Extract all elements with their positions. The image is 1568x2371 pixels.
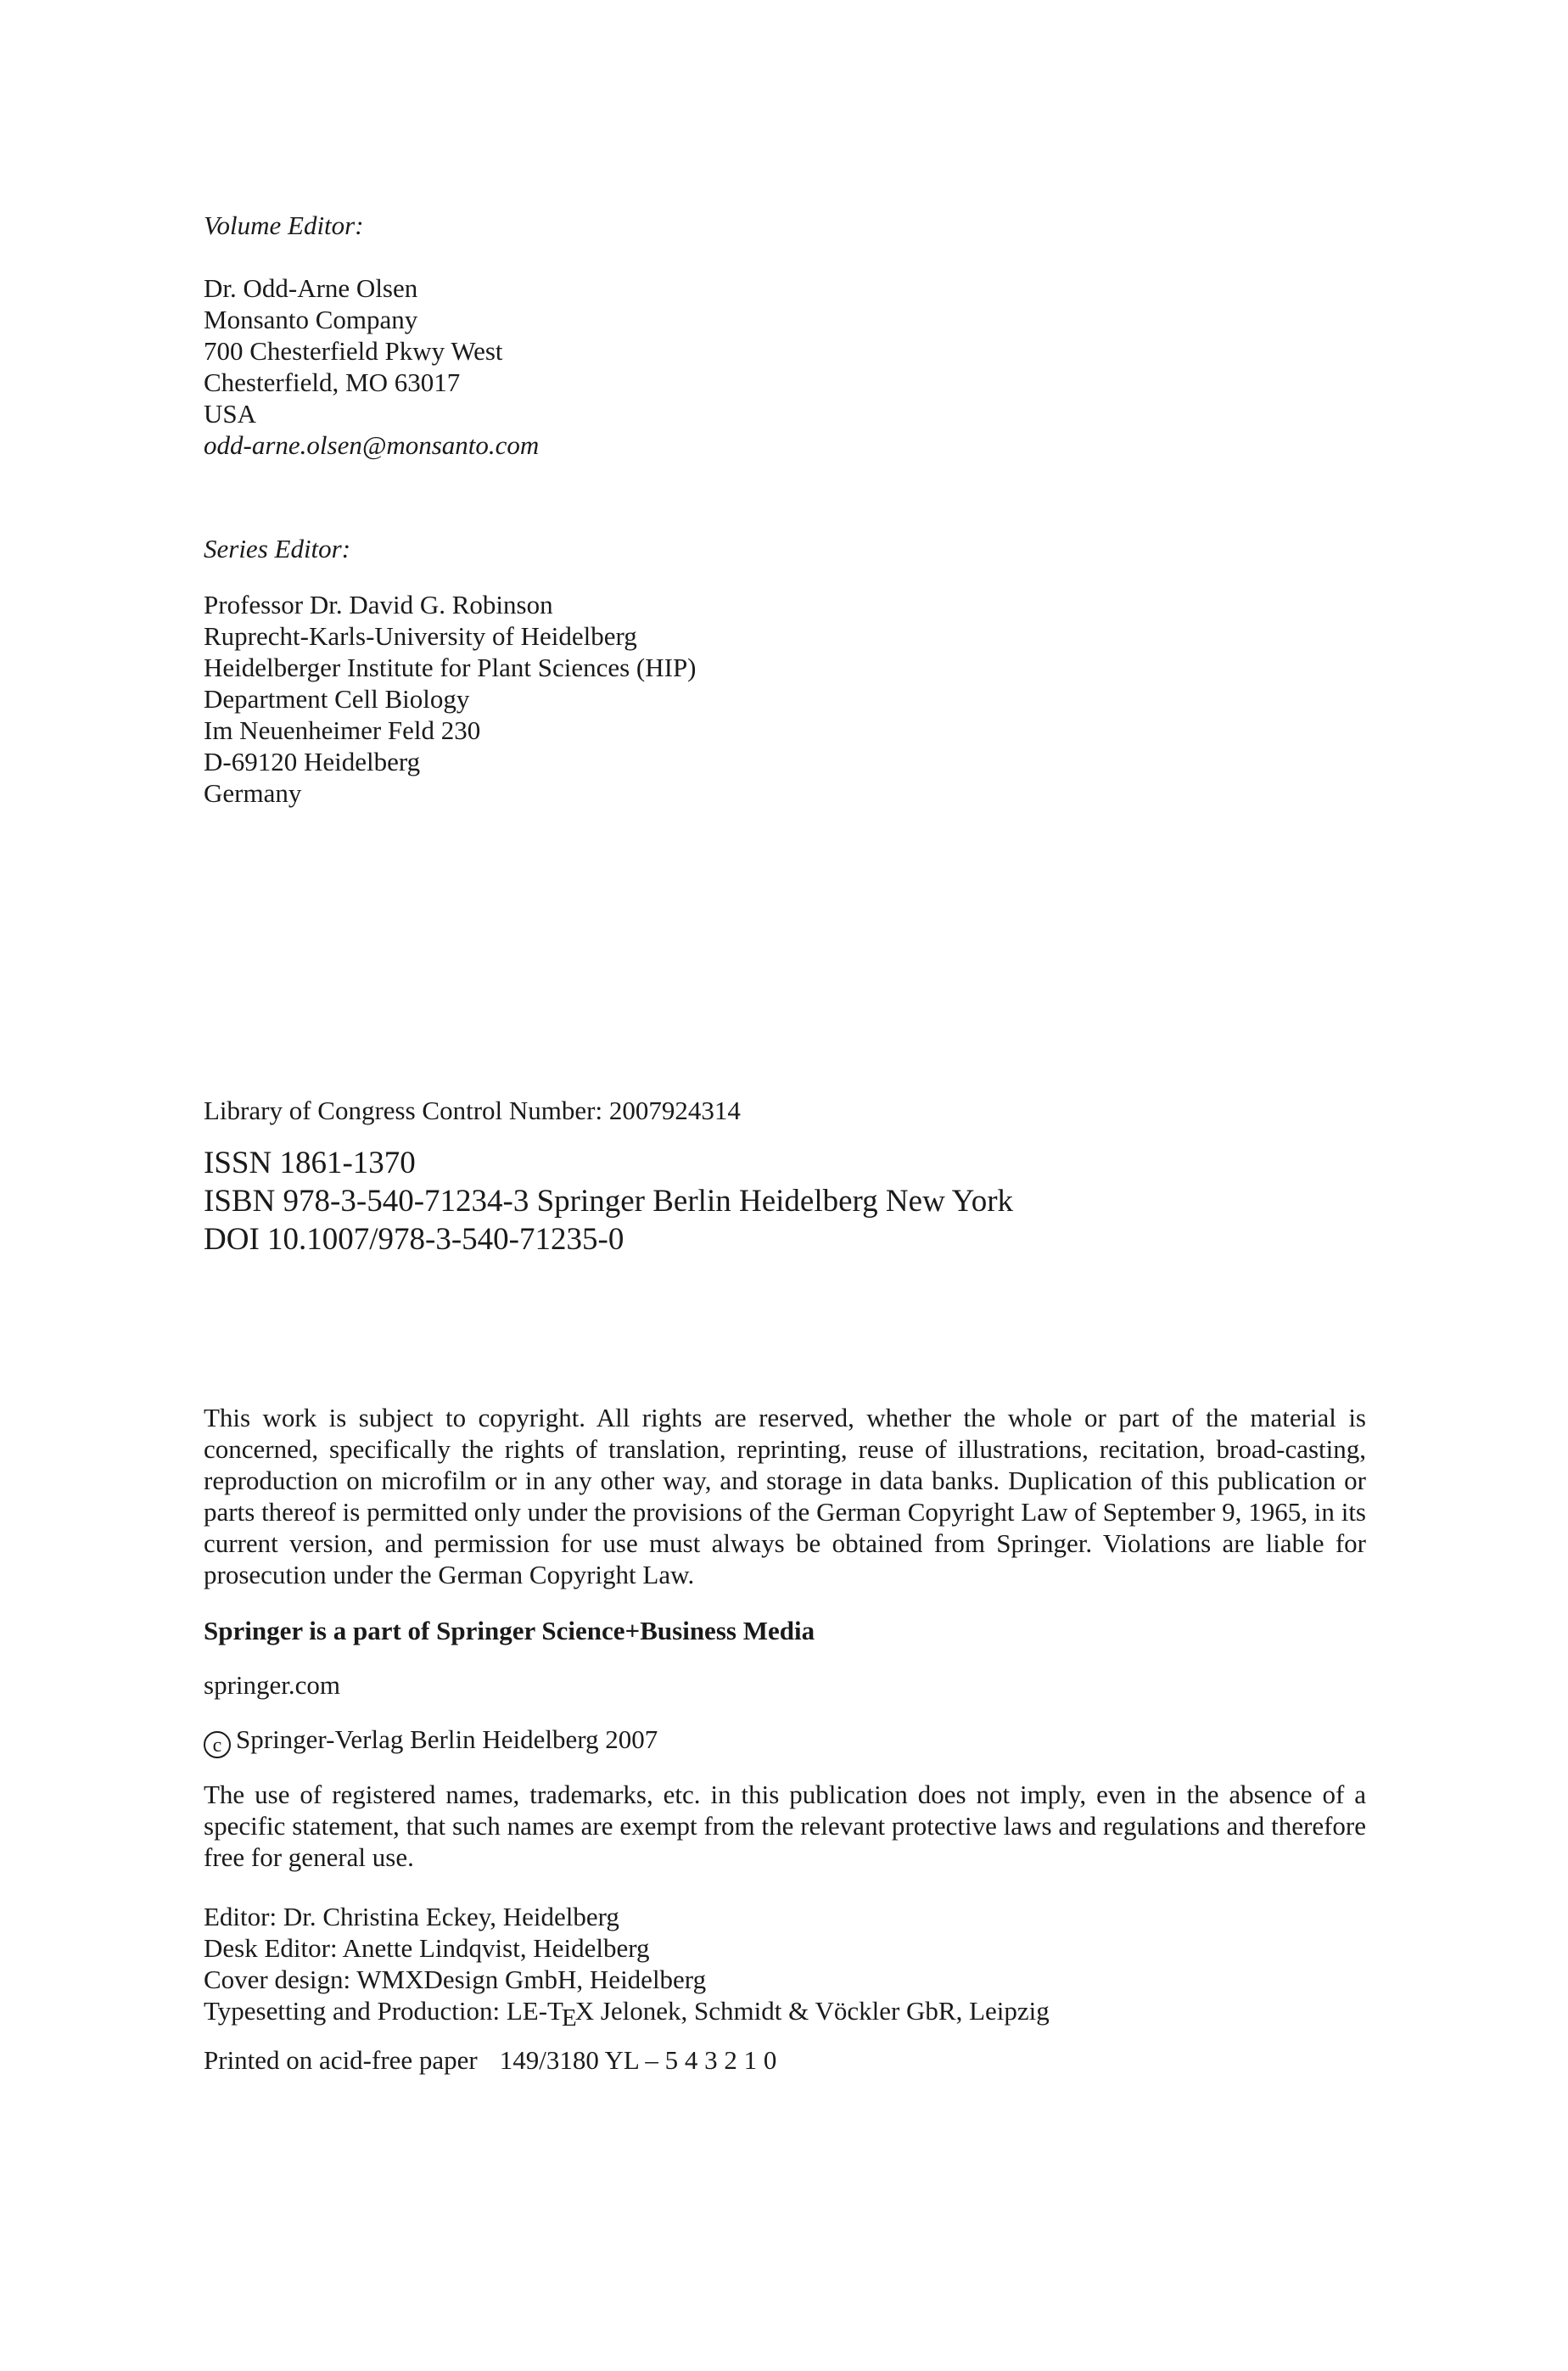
printing-paper: Printed on acid-free paper — [204, 2045, 478, 2075]
volume-editor-country: USA — [204, 399, 257, 429]
credit-typesetting — [204, 1995, 1366, 2032]
typesetting-suffix: Jelonek, Schmidt & Vöckler GbR, Leipzig — [594, 1996, 1050, 2026]
volume-editor-heading: Volume Editor: — [204, 210, 364, 240]
series-editor-city: D-69120 Heidelberg — [204, 747, 421, 776]
website[interactable]: springer.com — [204, 1670, 340, 1700]
copyright-notice-block — [204, 1402, 1366, 1590]
trademark-notice: The use of registered names, trademarks, etc. in this publication does not imply, even in the absence of a specific statement, that such names are exempt from the relevant protective laws and regulations and therefore free for general use. — [204, 1780, 1366, 1872]
lccn: Library of Congress Control Number: 2007924314 — [204, 1096, 741, 1125]
volume-editor-company: Monsanto Company — [204, 305, 418, 334]
springer-part: Springer is a part of Springer Science+Business Media — [204, 1616, 815, 1645]
series-editor-address — [204, 589, 1366, 809]
trademark-block — [204, 1779, 1366, 1873]
series-editor-country: Germany — [204, 778, 302, 808]
volume-editor-email[interactable]: odd-arne.olsen@monsanto.com — [204, 430, 540, 460]
printing-line — [204, 2044, 1366, 2076]
tex-logo-e: E — [562, 2004, 577, 2032]
printing-code: 149/3180 YL – 5 4 3 2 1 0 — [499, 2045, 777, 2075]
volume-editor-block — [204, 210, 1366, 241]
isbn: ISBN 978-3-540-71234-3 Springer Berlin Heidelberg New York — [204, 1184, 1014, 1219]
issn: ISSN 1861-1370 — [204, 1146, 416, 1180]
copyright-holder: Springer-Verlag Berlin Heidelberg 2007 — [236, 1724, 658, 1754]
series-editor-heading: Series Editor: — [204, 534, 351, 563]
series-editor-name: Professor Dr. David G. Robinson — [204, 590, 553, 619]
catalog-block — [204, 1095, 1366, 1126]
series-editor-street: Im Neuenheimer Feld 230 — [204, 715, 481, 745]
typesetting-prefix: Typesetting and Production: LE-T — [204, 1996, 563, 2026]
copyright-line-block — [204, 1724, 1366, 1758]
springer-part-block — [204, 1615, 1366, 1646]
copyright-line — [204, 1724, 1366, 1758]
copyright-icon: c — [204, 1731, 231, 1758]
copyright-notice: This work is subject to copyright. All rights are reserved, whether the whole or part of the material is concerned, specifically the rights of translation, reprinting, reuse of illustrations, recitation, broad-casting, reproduction on microfilm or in any other way, and storage in data banks. Duplication of this publication or parts thereof is permitted only under the provisions of the German Copyright Law of September 9, 1965, in its current version, and permission for use must always be obtained from Springer. Violations are liable for prosecution under the German Copyright Law. — [204, 1403, 1366, 1589]
series-editor-university: Ruprecht-Karls-University of Heidelberg — [204, 621, 637, 651]
series-editor-department: Department Cell Biology — [204, 684, 470, 714]
tex-logo-x: X — [574, 1996, 595, 2026]
series-editor-institute: Heidelberger Institute for Plant Sciences (HIP) — [204, 653, 697, 682]
credits-block — [204, 1901, 1366, 2032]
website-block — [204, 1669, 1366, 1701]
credit-desk-editor: Desk Editor: Anette Lindqvist, Heidelberg — [204, 1933, 650, 1963]
volume-editor-city: Chesterfield, MO 63017 — [204, 367, 461, 397]
credit-editor: Editor: Dr. Christina Eckey, Heidelberg — [204, 1902, 619, 1931]
credit-cover-design: Cover design: WMXDesign GmbH, Heidelberg — [204, 1965, 707, 1994]
series-editor-block — [204, 533, 1366, 564]
printing-block — [204, 2044, 1366, 2076]
identifiers-block — [204, 1144, 1366, 1258]
doi: DOI 10.1007/978-3-540-71235-0 — [204, 1222, 624, 1257]
volume-editor-address — [204, 272, 1366, 461]
volume-editor-street: 700 Chesterfield Pkwy West — [204, 336, 503, 366]
volume-editor-name: Dr. Odd-Arne Olsen — [204, 273, 418, 303]
